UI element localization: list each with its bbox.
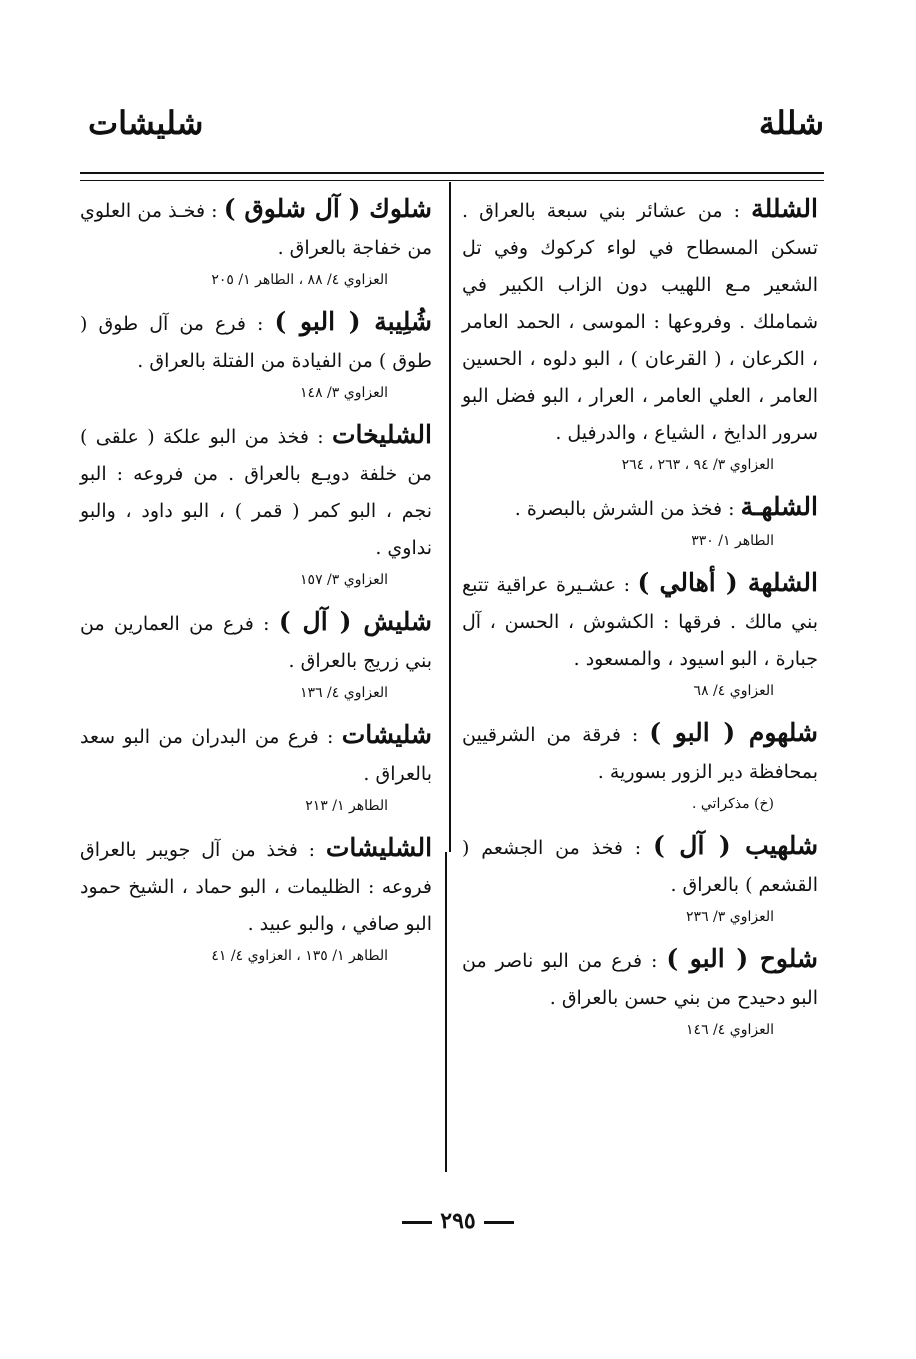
column-divider xyxy=(449,182,451,852)
entry-text xyxy=(462,488,818,528)
entry-headword: شليش ( آل ) xyxy=(278,607,432,636)
entry-reference: العزاوي ٣/ ٩٤ ، ٢٦٣ ، ٢٦٤ xyxy=(621,457,774,473)
entry-reference: العزاوي ٣/ ٢٣٦ xyxy=(686,909,774,925)
entry-text xyxy=(462,827,818,904)
entry-text xyxy=(80,829,432,943)
entry-reference: العزاوي ٣/ ١٤٨ xyxy=(300,385,388,401)
entry-body: : فخذ من آل جويبر بالعراق فروعه : الظليمات ، البو حماد ، الشيخ حمود البو صافي ، والبو عبيد . xyxy=(80,839,432,935)
dictionary-entry xyxy=(462,564,818,704)
page-number-value: ٢٩٥ xyxy=(440,1208,476,1234)
entry-headword: شلهوم ( البو ) xyxy=(649,718,818,747)
header-rule-thin xyxy=(80,180,824,181)
page-number-dash-right xyxy=(402,1221,432,1224)
entry-text xyxy=(80,190,432,267)
entry-text xyxy=(462,714,818,791)
entry-body: : فخذ من الجشعم ( القشعم ) بالعراق . xyxy=(462,837,818,896)
entry-body: : فرقة من الشرقيين بمحافظة دير الزور بسورية . xyxy=(462,724,818,783)
entry-reference: الطاهر ١/ ٢١٣ xyxy=(305,798,388,814)
dictionary-entry xyxy=(462,714,818,817)
entry-body: : عشـيرة عراقية تتبع بني مالك . فرقها : الكشوش ، الحسن ، آل جبارة ، البو اسيود ، والمسعود . xyxy=(462,574,818,670)
right-column xyxy=(462,190,818,1053)
entry-body: : فرع من البدران من البو سعد بالعراق . xyxy=(80,726,432,785)
dictionary-entry xyxy=(80,416,432,593)
entry-text xyxy=(462,564,818,678)
entry-body: : فخذ من البو علكة ( علقى ) من خلفة دويـع بالعراق . من فروعه : البو نجم ، البو كمر ( قمر ) ، البو داود ، والبو نداوي . xyxy=(80,426,432,559)
entry-reference: العزاوي ٤/ ٨٨ ، الطاهر ١/ ٢٠٥ xyxy=(211,272,388,288)
entry-body: : فرع من البو ناصر من البو دحيدح من بني حسن بالعراق . xyxy=(462,950,818,1009)
left-column xyxy=(80,190,432,979)
entry-headword: الشليخات xyxy=(332,420,432,449)
entry-reference: (خ) مذكراتي . xyxy=(691,796,774,812)
entry-headword: الشليشات xyxy=(325,833,433,862)
entry-body: : فخذ من الشرش بالبصرة . xyxy=(514,498,735,520)
dictionary-entry xyxy=(80,303,432,406)
entry-text xyxy=(80,303,432,380)
entry-headword: شلهيب ( آل ) xyxy=(652,831,819,860)
running-head-right: شللة xyxy=(758,104,824,142)
entry-body: : فخـذ من العلوي من خفاجة بالعراق . xyxy=(80,200,432,259)
entry-reference: العزاوي ٣/ ١٥٧ xyxy=(300,572,388,588)
entry-text xyxy=(462,940,818,1017)
entry-body: : فرع من آل طوق ( طوق ) من الفيادة من الفتلة بالعراق . xyxy=(80,313,432,372)
dictionary-entry xyxy=(80,603,432,706)
entry-headword: شُلِيبة ( البو ) xyxy=(274,307,432,336)
entry-reference: الطاهر ١/ ٣٣٠ xyxy=(691,533,774,549)
page-number-dash-left xyxy=(484,1221,514,1224)
dictionary-entry xyxy=(462,940,818,1043)
dictionary-entry xyxy=(462,827,818,930)
running-head-left: شليشات xyxy=(88,104,204,142)
header-rule-thick xyxy=(80,172,824,174)
entry-headword: الشللة xyxy=(751,194,818,223)
dictionary-entry xyxy=(80,829,432,969)
entry-headword: شلوح ( البو ) xyxy=(666,944,818,973)
entry-reference: العزاوي ٤/ ٦٨ xyxy=(693,683,774,699)
entry-text xyxy=(80,416,432,567)
entry-headword: شليشات xyxy=(341,720,432,749)
entry-reference: العزاوي ٤/ ١٤٦ xyxy=(686,1022,774,1038)
entry-text xyxy=(80,716,432,793)
entry-text xyxy=(80,603,432,680)
entry-reference: الطاهر ١/ ١٣٥ ، العزاوي ٤/ ٤١ xyxy=(211,948,388,964)
entry-headword: الشلهـة xyxy=(740,492,818,521)
dictionary-entry xyxy=(462,190,818,478)
entry-body: : من عشائر بني سبعة بالعراق . تسكن المسطاح في لواء كركوك وفي تل الشعير مـع اللهيب دون الزاب الكبير في شماملك . وفروعها : الموسى ، الحمد العامر ، الكرعان ، ( القرعان ) ، البو دلوه ، الحسين العامر ، العلي العامر ، العرار ، البو فضل البو سرور الدايخ ، الشياع ، والدرفيل . xyxy=(462,200,818,444)
entry-headword: شلوك ( آل شلوق ) xyxy=(223,194,433,223)
dictionary-entry xyxy=(80,190,432,293)
dictionary-entry xyxy=(462,488,818,554)
entry-body: : فرع من العمارين من بني زريج بالعراق . xyxy=(80,613,432,672)
entry-reference: العزاوي ٤/ ١٣٦ xyxy=(300,685,388,701)
entry-headword: الشلهة ( أهالي ) xyxy=(637,568,818,597)
entry-text xyxy=(462,190,818,452)
dictionary-entry xyxy=(80,716,432,819)
column-divider-lower xyxy=(445,852,447,1172)
page-number xyxy=(0,1208,916,1234)
